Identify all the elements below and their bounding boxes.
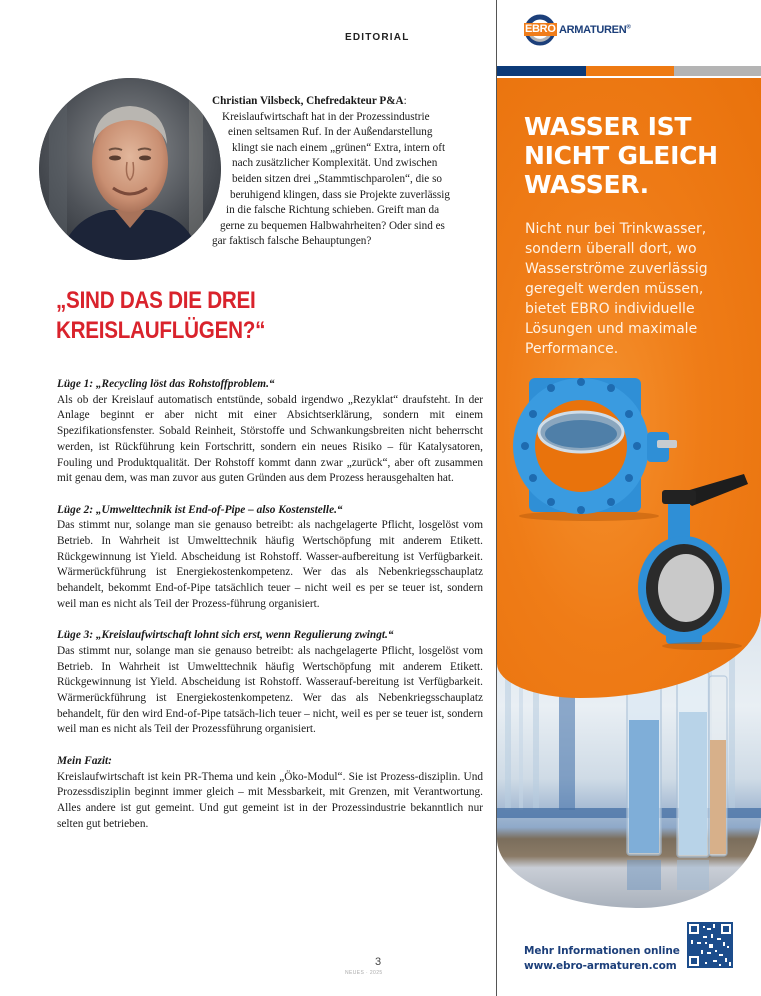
ad-cta[interactable] [524, 944, 680, 974]
section-lie-3 [57, 628, 483, 738]
logo-mark: EBRO [525, 23, 556, 35]
section-lie-2 [57, 503, 483, 613]
section-lead: Mein Fazit: [57, 754, 112, 767]
intro-line: beiden sitzen drei „Stammtischparolen“, die so [232, 172, 443, 185]
portrait-illustration [39, 78, 221, 260]
section-label: EDITORIAL [345, 32, 410, 43]
cta-website-link[interactable]: www.ebro-armaturen.com [524, 960, 677, 972]
intro-line: klingt sie nach einem „grünen“ Extra, intern oft [232, 141, 446, 154]
intro-line: gerne zu bequemen Halbwahrheiten? Oder sind es [220, 219, 445, 232]
author-byline: Christian Vilsbeck, Chefredakteur P&A [212, 95, 404, 107]
author-portrait [39, 78, 221, 260]
logo-ring-icon [524, 14, 556, 46]
intro-line: beruhigend klingen, dass sie Projekte zuverlässig [230, 188, 450, 201]
wafer-butterfly-valve-image [632, 460, 752, 650]
brand-stripe-navy [497, 66, 586, 76]
ad-copy: Nicht nur bei Trinkwasser, sondern überall dort, wo Wasserströme zuverlässig geregelt werden müssen, bietet EBRO individuelle Lösungen und maximale Performance. [525, 221, 708, 357]
section-lead: Lüge 3: „Kreislaufwirtschaft lohnt sich erst, wenn Regulierung zwingt.“ [57, 629, 394, 642]
logo-name: ARMATUREN® [559, 24, 631, 36]
section-lie-1 [57, 377, 483, 487]
ad-headline: WASSER IST NICHT GLEICH WASSER. [524, 112, 718, 199]
intro-line: gar faktisch falsche Behauptungen? [212, 235, 372, 248]
cta-more-info: Mehr Informationen online [524, 945, 680, 957]
section-conclusion [57, 754, 483, 833]
intro-paragraph: Christian Vilsbeck, Chefredakteur P&A: Kreislaufwirtschaft hat in der Prozessindustrie einen seltsamen Ruf. In der Außendarstellung klingt sie nach einem „grünen“ Extra, intern oft nach zusätzlicher Komplexität. Und zwischen beiden sitzen drei „Stammtischparolen“, die so beruhigend klingen, dass sie Projekte zuverlässig in die falsche Richtung schieben. Greift man da gerne zu bequemen Halbwahrheiten? Oder sind es gar faktisch falsche Behauptungen? [212, 94, 492, 250]
page-number: 3 [375, 956, 382, 968]
section-text: Das stimmt nur, solange man sie genauso betreibt: als nachgelagerte Pflicht, losgelöst vom Betrieb. In Wahrheit ist Umwelttechnik häufig Wertschöpfung mit anderem Etikett. Rückgewinnung ist Yield. Abscheidung ist Rohstoff. Wasser-aufbereitung ist Verfügbarkeit. Wärmerückführung ist Energiekostenkompetenz. Wer das als Nebenkriegsschauplatz behandelt, bekommt End-of-Pipe tatsächlich teuer – nicht weil es per se teuer ist, sondern weil man es nicht als Teil der Prozess-führung organisiert. [57, 519, 483, 610]
article-body [57, 377, 483, 848]
headline-line-1: „SIND DAS DIE DREI [56, 287, 256, 314]
intro-line: Kreislaufwirtschaft hat in der Prozessindustrie [222, 110, 430, 123]
section-lead: Lüge 2: „Umwelttechnik ist End-of-Pipe – also Kostenstelle.“ [57, 503, 343, 516]
ebro-logo[interactable] [524, 14, 631, 46]
intro-line: einen seltsamen Ruf. In der Außendarstellung [228, 126, 433, 139]
advertisement[interactable] [497, 0, 761, 996]
section-lead: Lüge 1: „Recycling löst das Rohstoffproblem.“ [57, 378, 275, 390]
headline-line-2: KREISLAUFLÜGEN?“ [56, 317, 266, 344]
section-text: Das stimmt nur, solange man sie genauso betreibt: als nachgelagerte Pflicht, losgelöst vom Betrieb. In Wahrheit ist Umwelttechnik häufig Wertschöpfung mit anderem Etikett. Rückgewinnung ist Yield. Abscheidung ist Rohstoff. Wasserauf-bereitung ist Verfügbarkeit. Wärmerückführung ist Energiekostenkompetenz. Wer das als Nebenkriegsschauplatz behandelt, für den wird End-of-Pipe tatsäch-lich teuer – nicht, weil es per se teuer ist, sondern weil man es nicht als Teil der Prozessführung organisiert. [57, 644, 483, 736]
intro-line: in die falsche Richtung schieben. Greift man da [226, 204, 440, 217]
brand-stripe-orange [586, 66, 674, 76]
page-footer-sub: NEUES · 2025 [345, 970, 383, 976]
section-text: Kreislaufwirtschaft ist kein PR-Thema und kein „Öko-Modul“. Sie ist Prozess-disziplin. Und Prozessdisziplin beginnt immer gleich – mit Messbarkeit, mit Grenzen, mit Verantwortung. Alles andere ist gut gemeint. Und gut gemeint ist in der Prozessindustrie bekanntlich nur selten gut betrieben. [57, 770, 483, 830]
section-text: Als ob der Kreislauf automatisch entstünde, sobald irgendwo „Rezyklat“ draufsteht. In der Anlage beginnt er aber nicht mit einer Absichtserklärung, sondern mit einem Spezifikationsfenster. Sobald Reinheit, Störstoffe und Schwankungsbreiten nicht beherrscht werden, ist Rückführung kein Fortschritt, sondern ein neues Risiko – für Katalysatoren, Fouling und Produktqualität. Der Rohstoff kommt dann zwar „zurück“, aber oft zusammen mit genau dem, was man zuvor aus guten Gründen aus dem Prozess herausgehalten hat. [57, 393, 483, 485]
intro-line: nach zusätzlicher Komplexität. Und zwischen [232, 157, 438, 170]
qr-code-icon[interactable] [687, 922, 733, 968]
article-headline [56, 286, 314, 346]
brand-stripe-gray [674, 66, 761, 76]
